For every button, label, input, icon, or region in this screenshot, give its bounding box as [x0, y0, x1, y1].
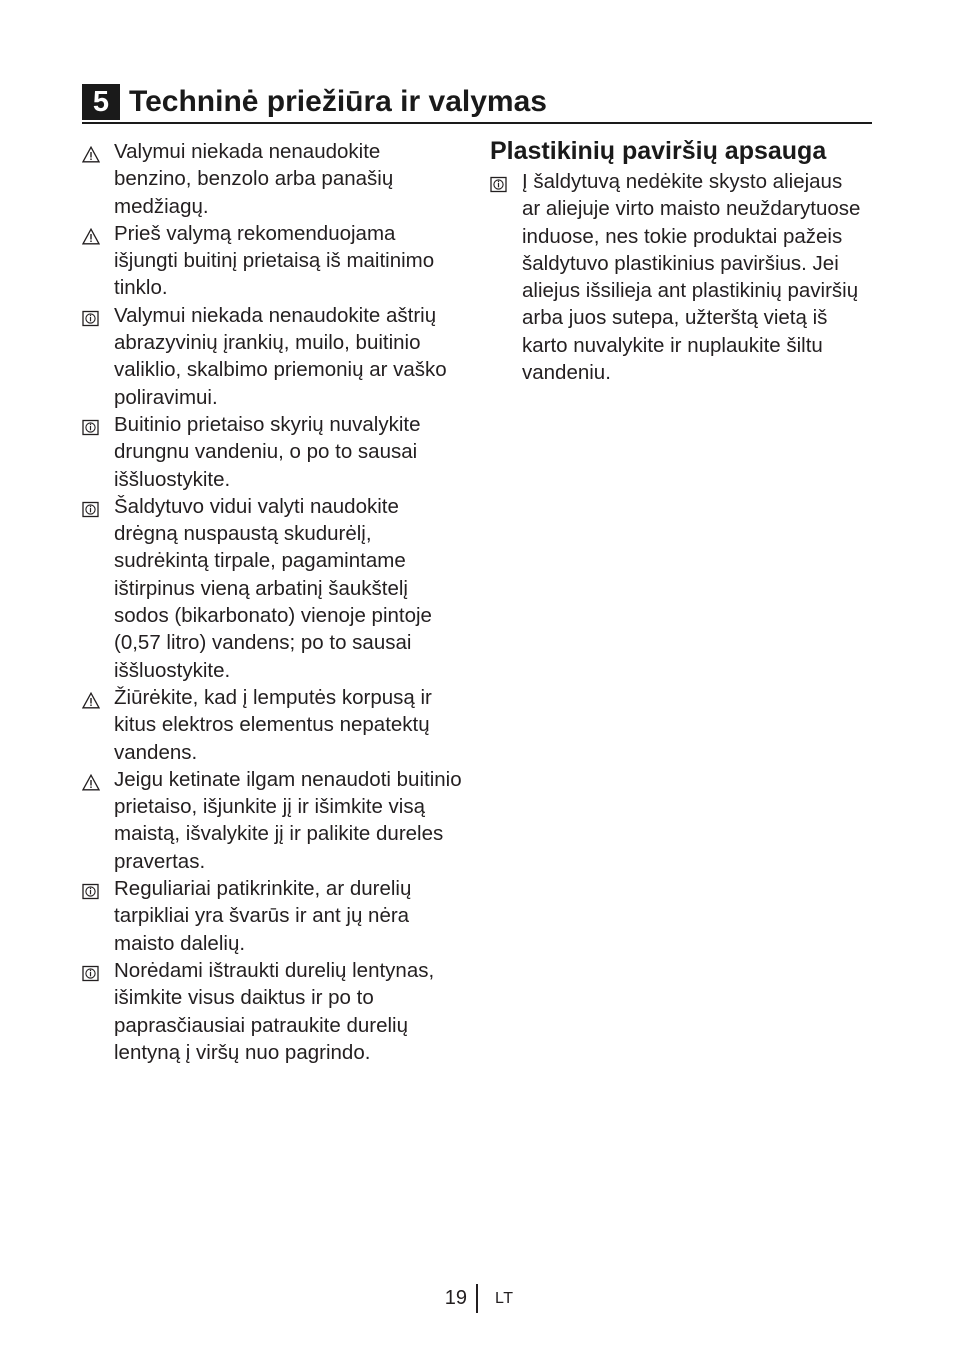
list-item — [82, 138, 462, 220]
list-item-text: Reguliariai patikrinkite, ar durelių tarpikliai yra švarūs ir ant jų nėra maisto dalelių. — [114, 877, 412, 955]
list-item — [82, 684, 462, 766]
list-item — [82, 493, 462, 684]
list-item-text: Norėdami ištraukti durelių lentynas, išimkite visus daiktus ir po to paprasčiausiai patraukite durelių lentyną į viršų nuo pagrindo. — [114, 958, 435, 1064]
page-title: Techninė priežiūra ir valymas — [129, 85, 547, 118]
section-header — [82, 82, 872, 124]
list-item-text: Šaldytuvo vidui valyti naudokite drėgną nuspaustą skudurėlį, sudrėkintą tirpale, pagamintame ištirpinus vieną arbatinį šaukštelį sodos (bikarbonato) vienoje pintoje (0,57 litro) vandens; po to sausai iššluostykite. — [114, 494, 432, 682]
info-icon — [490, 173, 508, 190]
list-item — [82, 957, 462, 1066]
warning-icon — [82, 143, 100, 160]
info-icon — [82, 880, 100, 897]
info-icon — [82, 498, 100, 515]
warning-icon — [82, 771, 100, 788]
list-item-text: Valymui niekada nenaudokite aštrių abrazyvinių įrankių, muilo, buitinio valiklio, skalbimo priemonių ar vaško poliravimui. — [114, 303, 447, 409]
list-item-text: Žiūrėkite, kad į lemputės korpusą ir kitus elektros elementus nepatektų vandens. — [114, 685, 432, 764]
info-icon — [82, 307, 100, 324]
page-number: 19 — [444, 1287, 467, 1309]
list-item-text: Jeigu ketinate ilgam nenaudoti buitinio prietaiso, išjunkite jį ir išimkite visą maistą, išvalykite jį ir palikite dureles pravertas. — [114, 767, 462, 873]
list-item — [82, 220, 462, 302]
list-item-text: Prieš valymą rekomenduojama išjungti buitinį prietaisą iš maitinimo tinklo. — [114, 221, 435, 300]
list-item — [82, 302, 462, 411]
info-icon — [82, 962, 100, 979]
list-item-text: Buitinio prietaiso skyrių nuvalykite drungnu vandeniu, o po to sausai iššluostykite. — [114, 412, 421, 491]
info-icon — [82, 416, 100, 433]
language-code: LT — [495, 1290, 514, 1307]
footer-divider — [476, 1284, 478, 1313]
list-item-text: Valymui niekada nenaudokite benzino, benzolo arba panašių medžiagų. — [114, 140, 394, 218]
subsection-title: Plastikinių paviršių apsauga — [490, 137, 827, 165]
warning-icon — [82, 225, 100, 242]
list-item — [82, 875, 462, 957]
list-item — [82, 766, 462, 875]
warning-icon — [82, 689, 100, 706]
page-footer — [0, 1284, 954, 1314]
list-item — [490, 168, 865, 386]
list-item — [82, 411, 462, 493]
section-number-badge: 5 — [82, 84, 120, 120]
right-column — [490, 136, 865, 386]
header-divider — [82, 122, 872, 124]
list-item-text: Į šaldytuvą nedėkite skysto aliejaus ar aliejuje virto maisto neuždarytuose induose, nes tokie produktai pažeis šaldytuvo plastikinius paviršius. Jei aliejus išsilieja ant plastikinių paviršių arba juos sutepa, užterštą vietą iš karto nuvalykite ir nuplaukite šiltu vandeniu. — [522, 170, 861, 385]
left-column — [82, 138, 462, 1066]
